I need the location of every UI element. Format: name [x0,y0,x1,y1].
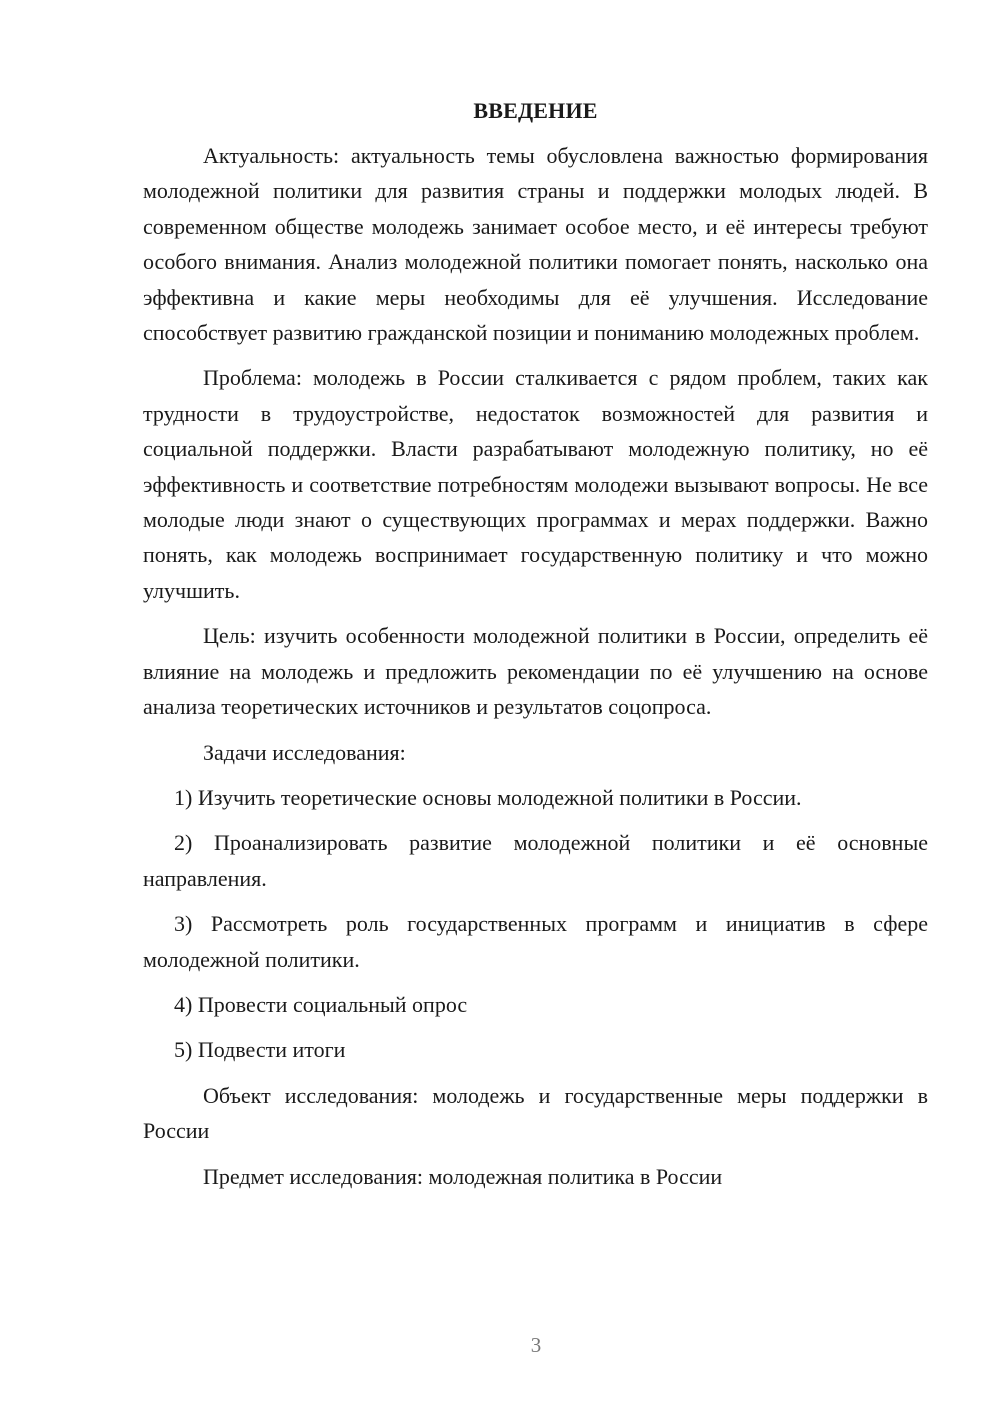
task-item-1: 1) Изучить теоретические основы молодежной политики в России. [174,784,802,810]
paragraph-subject: Предмет исследования: молодежная политика в России [203,1163,723,1189]
paragraph-object: Объект исследования: молодежь и государственные меры поддержки в России [143,1082,928,1144]
task-item-4: 4) Провести социальный опрос [174,991,468,1017]
section-title: ВВЕДЕНИЕ [473,98,598,123]
paragraph-problem: Проблема: молодежь в России сталкивается с рядом проблем, таких как трудности в трудоустройстве, недостаток возможностей для развития и социальной поддержки. Власти разрабатывают молодежную политику, но её эффективность и соответствие потребностям молодежи вызывают вопросы. Не все молодые люди знают о существующих программах и мерах поддержки. Важно понять, как молодежь воспринимает государственную политику и что можно улучшить. [143,365,928,603]
task-item-5: 5) Подвести итоги [174,1037,346,1063]
task-item-2: 2) Проанализировать развитие молодежной политики и её основные направления. [143,830,928,891]
document-page [143,96,928,1204]
page-number: 3 [530,1333,542,1357]
paragraph-tasks-heading: Задачи исследования: [203,739,406,765]
paragraph-relevance: Актуальность: актуальность темы обусловлена важностью формирования молодежной политики для развития страны и поддержки молодых людей. В современном обществе молодежь занимает особое место, и её интересы требуют особого внимания. Анализ молодежной политики помогает понять, насколько она эффективна и какие меры необходимы для её улучшения. Исследование способствует развитию гражданской позиции и пониманию молодежных проблем. [143,143,928,346]
task-item-3: 3) Рассмотреть роль государственных программ и инициатив в сфере молодежной политики. [143,911,928,972]
paragraph-goal: Цель: изучить особенности молодежной политики в России, определить её влияние на молодежь и предложить рекомендации по её улучшению на основе анализа теоретических источников и результатов соцопроса. [143,623,928,720]
